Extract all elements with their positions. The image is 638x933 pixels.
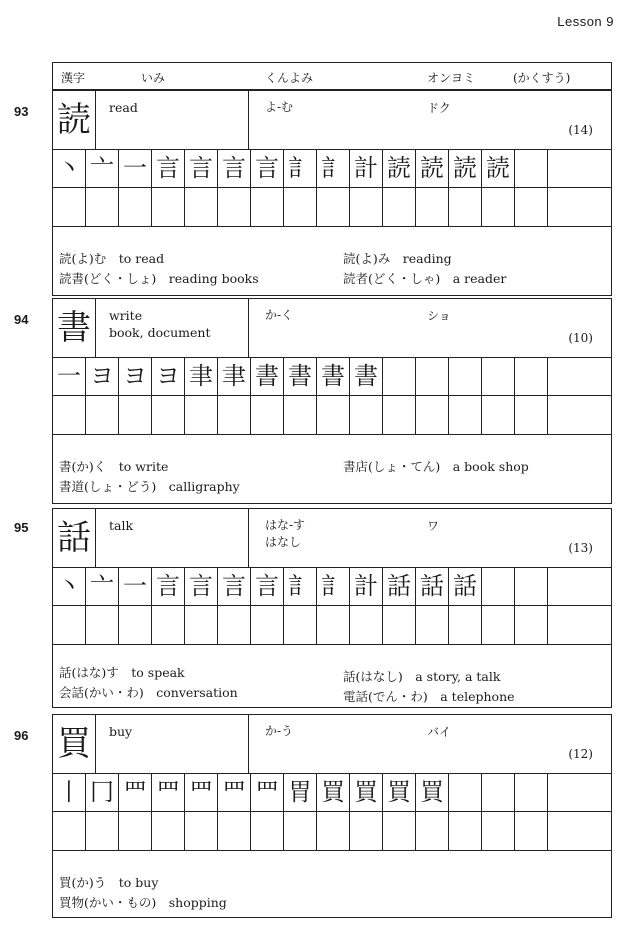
practice-cell <box>218 188 251 226</box>
stroke-cell: 胃 <box>284 773 317 811</box>
practice-cell <box>383 396 416 434</box>
stroke-cell: 訁 <box>317 567 350 605</box>
practice-cell <box>152 812 185 850</box>
practice-cell <box>251 606 284 644</box>
meaning: write book, document <box>109 308 211 340</box>
practice-cell <box>284 188 317 226</box>
example: 会話(かい・わ) conversation <box>59 685 238 700</box>
practice-cell <box>119 396 152 434</box>
kunyomi: よ-む <box>265 100 294 114</box>
kanji-card <box>52 90 612 296</box>
stroke-cell <box>515 567 548 605</box>
practice-cell <box>119 188 152 226</box>
lesson-label: Lesson 9 <box>557 14 614 29</box>
stroke-cell <box>482 773 515 811</box>
header-imi: いみ <box>141 71 166 85</box>
practice-cell <box>218 606 251 644</box>
stroke-cell: 話 <box>383 567 416 605</box>
stroke-cell <box>515 149 548 187</box>
practice-cell <box>185 812 218 850</box>
stroke-cell: 買 <box>416 773 449 811</box>
stroke-count: (13) <box>568 541 593 555</box>
practice-cell <box>515 188 548 226</box>
kunyomi: か-く <box>265 308 294 322</box>
stroke-cell <box>383 357 416 395</box>
stroke-cell: 書 <box>284 357 317 395</box>
stroke-cell: ヨ <box>119 357 152 395</box>
practice-cell <box>548 606 611 644</box>
stroke-cell: 話 <box>449 567 482 605</box>
stroke-order-row <box>53 773 611 812</box>
example: 読書(どく・しょ) reading books <box>59 271 259 286</box>
onyomi: ドク <box>427 101 451 115</box>
stroke-cell: 読 <box>383 149 416 187</box>
stroke-cell: 訁 <box>284 567 317 605</box>
example: 話(はな)す to speak <box>59 665 185 680</box>
kunyomi: か-う <box>265 724 294 738</box>
practice-cell <box>86 812 119 850</box>
stroke-cell: 読 <box>449 149 482 187</box>
kanji-card <box>52 508 612 708</box>
practice-cell <box>482 812 515 850</box>
practice-cell <box>53 188 86 226</box>
practice-cell <box>86 606 119 644</box>
kunyomi: はな-す はなし <box>265 518 306 549</box>
practice-cell <box>515 606 548 644</box>
example: 買(か)う to buy <box>59 875 159 890</box>
stroke-cell: 書 <box>350 357 383 395</box>
stroke-cell: 丨 <box>53 773 86 811</box>
stroke-cell <box>515 773 548 811</box>
stroke-order-row <box>53 567 611 606</box>
practice-cell <box>482 606 515 644</box>
header-kunyomi: くんよみ <box>265 71 314 85</box>
stroke-count: (12) <box>568 747 593 761</box>
practice-cell <box>317 812 350 850</box>
header-kanji: 漢字 <box>61 71 86 85</box>
practice-cell <box>350 188 383 226</box>
stroke-cell: 罒 <box>218 773 251 811</box>
meaning: buy <box>109 724 133 739</box>
kanji-card <box>52 714 612 918</box>
practice-cell <box>251 812 284 850</box>
stroke-cell: 罒 <box>119 773 152 811</box>
stroke-cell: 罒 <box>185 773 218 811</box>
practice-cell <box>383 812 416 850</box>
practice-cell <box>86 396 119 434</box>
header-onyomi: オンヨミ <box>427 71 476 85</box>
kanji-glyph: 買 <box>53 715 96 773</box>
practice-cell <box>449 606 482 644</box>
header-kakusu: (かくすう) <box>513 71 571 85</box>
stroke-cell: 一 <box>53 357 86 395</box>
stroke-cell: 言 <box>251 149 284 187</box>
practice-cell <box>350 606 383 644</box>
practice-cell <box>482 188 515 226</box>
practice-cell <box>416 606 449 644</box>
practice-row <box>53 606 611 645</box>
practice-cell <box>548 812 611 850</box>
stroke-cell: ヨ <box>86 357 119 395</box>
card-number: 94 <box>14 312 29 327</box>
practice-cell <box>350 812 383 850</box>
practice-cell <box>284 606 317 644</box>
stroke-cell: 話 <box>416 567 449 605</box>
example: 書(か)く to write <box>59 459 169 474</box>
kanji-card <box>52 298 612 504</box>
onyomi: ショ <box>427 309 451 323</box>
stroke-cell: 丶 <box>53 149 86 187</box>
stroke-cell: 買 <box>350 773 383 811</box>
stroke-cell: ⼀ <box>119 149 152 187</box>
practice-cell <box>317 188 350 226</box>
stroke-cell <box>548 357 611 395</box>
stroke-cell: 書 <box>251 357 284 395</box>
example: 読者(どく・しゃ) a reader <box>343 271 507 286</box>
stroke-cell: 亠 <box>86 567 119 605</box>
practice-cell <box>119 606 152 644</box>
practice-cell <box>383 188 416 226</box>
kanji-glyph: 書 <box>53 299 96 357</box>
column-header <box>52 62 612 90</box>
practice-cell <box>86 188 119 226</box>
practice-cell <box>548 188 611 226</box>
practice-cell <box>515 812 548 850</box>
practice-cell <box>185 606 218 644</box>
example: 読(よ)む to read <box>59 251 165 266</box>
practice-cell <box>449 188 482 226</box>
stroke-cell <box>482 567 515 605</box>
stroke-cell: 買 <box>383 773 416 811</box>
meaning: read <box>109 100 138 115</box>
stroke-cell: 罒 <box>251 773 284 811</box>
stroke-cell: 言 <box>218 567 251 605</box>
stroke-cell <box>548 567 611 605</box>
stroke-cell: 亠 <box>86 149 119 187</box>
stroke-cell <box>449 357 482 395</box>
stroke-cell: 聿 <box>218 357 251 395</box>
practice-cell <box>152 606 185 644</box>
stroke-cell: 計 <box>350 567 383 605</box>
stroke-cell: 冂 <box>86 773 119 811</box>
stroke-cell: 言 <box>152 149 185 187</box>
practice-cell <box>317 606 350 644</box>
practice-row <box>53 812 611 851</box>
practice-cell <box>449 396 482 434</box>
stroke-cell: ヨ <box>152 357 185 395</box>
stroke-cell <box>482 357 515 395</box>
onyomi: バイ <box>427 725 452 739</box>
stroke-cell: 訁 <box>284 149 317 187</box>
stroke-count: (10) <box>568 331 593 345</box>
stroke-cell: 罒 <box>152 773 185 811</box>
stroke-order-grid <box>53 149 611 227</box>
card-number: 93 <box>14 104 29 119</box>
card-number: 96 <box>14 728 29 743</box>
stroke-cell <box>515 357 548 395</box>
practice-cell <box>416 396 449 434</box>
practice-cell <box>284 396 317 434</box>
stroke-cell: 丶 <box>53 567 86 605</box>
stroke-order-row <box>53 357 611 396</box>
practice-cell <box>482 396 515 434</box>
example: 話(はなし) a story, a talk <box>343 669 501 684</box>
practice-cell <box>53 812 86 850</box>
practice-cell <box>548 396 611 434</box>
practice-cell <box>218 812 251 850</box>
stroke-order-grid <box>53 357 611 435</box>
practice-cell <box>119 812 152 850</box>
example: 書道(しょ・どう) calligraphy <box>59 479 240 494</box>
stroke-cell <box>548 149 611 187</box>
practice-cell <box>251 396 284 434</box>
example: 書店(しょ・てん) a book shop <box>343 459 529 474</box>
stroke-cell: 書 <box>317 357 350 395</box>
practice-cell <box>185 188 218 226</box>
practice-cell <box>251 188 284 226</box>
stroke-cell: 買 <box>317 773 350 811</box>
practice-cell <box>218 396 251 434</box>
stroke-cell: 読 <box>482 149 515 187</box>
stroke-cell: 言 <box>218 149 251 187</box>
practice-row <box>53 396 611 435</box>
stroke-cell <box>416 357 449 395</box>
stroke-cell <box>449 773 482 811</box>
example: 読(よ)み reading <box>343 251 452 266</box>
practice-cell <box>449 812 482 850</box>
stroke-order-row <box>53 149 611 188</box>
practice-cell <box>383 606 416 644</box>
kanji-glyph: 話 <box>53 509 96 567</box>
stroke-cell: 言 <box>185 149 218 187</box>
practice-row <box>53 188 611 227</box>
stroke-cell: 聿 <box>185 357 218 395</box>
practice-cell <box>152 396 185 434</box>
practice-cell <box>152 188 185 226</box>
stroke-cell: ⼀ <box>119 567 152 605</box>
stroke-cell: 訁 <box>317 149 350 187</box>
practice-cell <box>317 396 350 434</box>
practice-cell <box>53 396 86 434</box>
stroke-cell <box>548 773 611 811</box>
stroke-cell: 言 <box>251 567 284 605</box>
stroke-cell: 言 <box>185 567 218 605</box>
meaning: talk <box>109 518 134 533</box>
practice-cell <box>416 188 449 226</box>
stroke-order-grid <box>53 567 611 645</box>
card-number: 95 <box>14 520 29 535</box>
practice-cell <box>284 812 317 850</box>
practice-cell <box>350 396 383 434</box>
practice-cell <box>185 396 218 434</box>
example: 電話(でん・わ) a telephone <box>343 689 515 704</box>
practice-cell <box>416 812 449 850</box>
practice-cell <box>515 396 548 434</box>
stroke-order-grid <box>53 773 611 851</box>
example: 買物(かい・もの) shopping <box>59 895 227 910</box>
practice-cell <box>53 606 86 644</box>
kanji-glyph: 読 <box>53 91 96 149</box>
stroke-count: (14) <box>568 123 593 137</box>
stroke-cell: 読 <box>416 149 449 187</box>
onyomi: ワ <box>427 519 440 533</box>
stroke-cell: 言 <box>152 567 185 605</box>
stroke-cell: 計 <box>350 149 383 187</box>
